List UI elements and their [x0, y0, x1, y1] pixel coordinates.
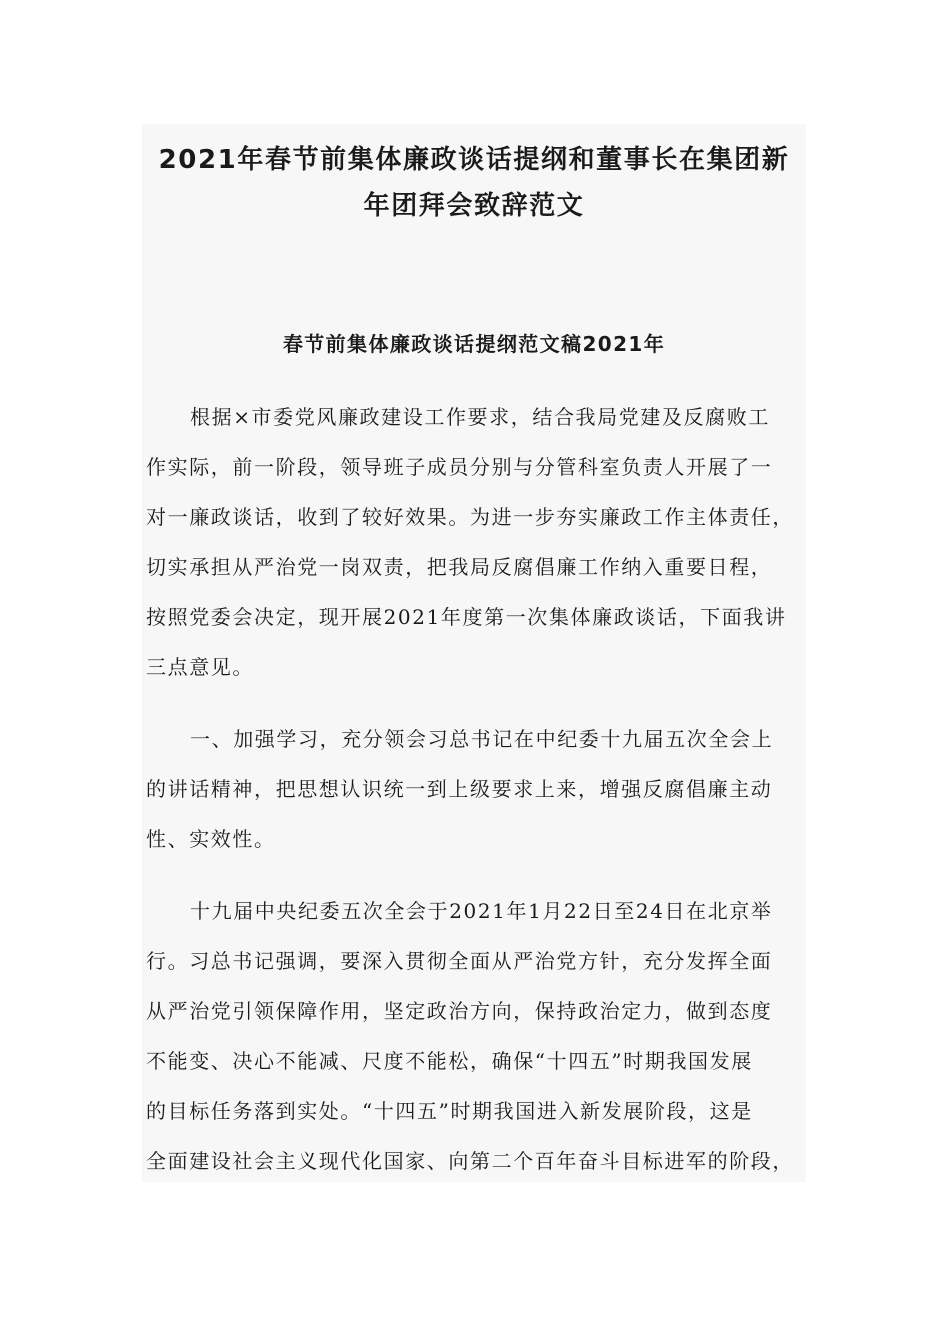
- paragraph-line: 十九届中央纪委五次全会于2021年1月22日至24日在北京举: [190, 899, 773, 923]
- paragraph-line: 切实承担从严治党一岗双责，把我局反腐倡廉工作纳入重要日程，: [146, 555, 773, 579]
- paragraph-line: 的目标任务落到实处。“十四五”时期我国进入新发展阶段，这是: [146, 1099, 753, 1123]
- paragraph-line: 一、加强学习，充分领会习总书记在中纪委十九届五次全会上: [190, 727, 774, 751]
- document-title-line-2: 年团拜会致辞范文: [363, 191, 585, 221]
- paragraph-3: [146, 886, 806, 1186]
- document-title-line-1: 2021年春节前集体廉政谈话提纲和董事长在集团新: [158, 145, 790, 175]
- paragraph-line: 不能变、决心不能减、尺度不能松，确保“十四五”时期我国发展: [146, 1049, 753, 1073]
- paragraph-line: 的讲话精神，把思想认识统一到上级要求上来，增强反腐倡廉主动: [146, 777, 773, 801]
- paragraph-line: 按照党委会决定，现开展2021年度第一次集体廉政谈话，下面我讲: [146, 605, 787, 629]
- document-page: [142, 124, 806, 1182]
- paragraph-line: 全面建设社会主义现代化国家、向第二个百年奋斗目标进军的阶段，: [146, 1149, 794, 1173]
- paragraph-line: 性、实效性。: [146, 827, 276, 851]
- section-subtitle: 春节前集体廉政谈话提纲范文稿2021年: [282, 332, 666, 356]
- paragraph-line: 行。习总书记强调，要深入贯彻全面从严治党方针，充分发挥全面: [146, 949, 773, 973]
- paragraph-line: 作实际，前一阶段，领导班子成员分别与分管科室负责人开展了一: [146, 455, 773, 479]
- paragraph-line: 根据×市委党风廉政建设工作要求，结合我局党建及反腐败工: [190, 405, 770, 429]
- paragraph-2: [146, 714, 806, 864]
- paragraph-line: 对一廉政谈话，收到了较好效果。为进一步夯实廉政工作主体责任，: [146, 505, 794, 529]
- paragraph-1: [146, 392, 806, 692]
- paragraph-line: 三点意见。: [146, 655, 254, 679]
- paragraph-line: 从严治党引领保障作用，坚定政治方向，保持政治定力，做到态度: [146, 999, 773, 1023]
